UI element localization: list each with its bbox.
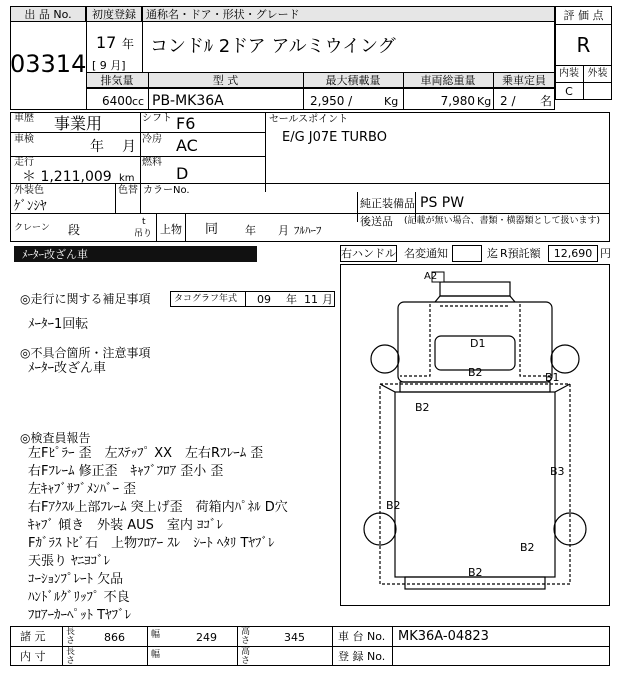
score-label: 評 価 点 (563, 9, 604, 22)
divider (147, 626, 148, 666)
alert-banner-title: ﾒｰﾀｰ改ざん車 (22, 248, 88, 261)
mark-b2-left-lower: B2 (386, 499, 401, 512)
name-change-label: 名変通知 (404, 247, 448, 260)
recycle-label: R預託額 (500, 247, 541, 260)
tachograph-label: タコグラフ年式 (174, 294, 238, 304)
inspection-label: 車検 (14, 134, 34, 145)
reg-month: [ 9 月] (92, 59, 126, 72)
inspector-report-title: ◎検査員報告 (20, 431, 91, 445)
inspection-year: 年 (90, 139, 104, 155)
divider (265, 112, 266, 192)
history-value: 事業用 (54, 114, 103, 133)
divider (555, 24, 612, 25)
fuel-label: 燃料 (142, 157, 162, 168)
mileage-label: 走行 (14, 157, 34, 168)
inspector-line: 左Fﾋﾟﾗｰ 歪 左ｽﾃｯﾌﾟ XX 左右Rﾌﾚｰﾑ 歪 (28, 446, 264, 461)
chassis-value: MK36A-04823 (398, 629, 489, 644)
divider (115, 183, 116, 213)
body-outline (380, 384, 570, 584)
interior-label: 内装 (559, 68, 579, 79)
model-label: 型 式 (212, 74, 239, 87)
reg-year: 17 (96, 33, 117, 52)
divider (237, 626, 238, 666)
interior-dims-label: 内 寸 (20, 650, 46, 663)
driving-notes-text: ﾒｰﾀｰ1回転 (28, 317, 89, 332)
cab-roof (435, 296, 515, 302)
dims-label: 諸 元 (20, 630, 46, 643)
divider (86, 88, 555, 89)
color-label: 外装色 (14, 185, 44, 196)
fuel-value: D (176, 164, 189, 183)
inspector-line: 天張り ﾔﾆﾖｺﾞﾚ (28, 554, 111, 569)
inspection-month: 月 (122, 139, 136, 155)
upper-year: 年 (245, 224, 256, 237)
upper-month: 月 (278, 224, 289, 237)
interior-width-label: 幅 (151, 650, 161, 660)
divider (10, 156, 265, 157)
divider (555, 82, 612, 83)
mark-d1: D1 (470, 337, 486, 350)
mark-b3: B3 (550, 465, 565, 478)
mileage-value: ＊ 1,211,009 (22, 169, 112, 185)
mark-b2-rear: B2 (468, 566, 483, 579)
divider (10, 213, 357, 214)
max-load-value: 2,950 / (310, 94, 353, 108)
inspector-line: ｺｰｼｮﾝﾌﾟﾚｰﾄ 欠品 (28, 572, 124, 587)
divider (185, 213, 186, 242)
sales-point-label: セールスポイント (269, 114, 349, 125)
model-value: PB-MK36A (152, 93, 224, 109)
name-change-box (452, 245, 482, 262)
capacity-unit: 名 (540, 94, 553, 108)
recycle-mark: 迄 (487, 247, 498, 260)
lot-label: 出 品 No. (24, 8, 72, 21)
inspector-line: 右Fｱｸｽﾙ上部ﾌﾚｰﾑ 突上げ歪 荷箱内ﾊﾟﾈﾙ D穴 (28, 500, 288, 515)
body-edge (380, 384, 395, 392)
width-label: 幅 (151, 630, 161, 640)
mark-b2-right-lower: B2 (520, 541, 535, 554)
inspector-line: ﾌﾛｱｰｶｰﾍﾟｯﾄ Tﾔﾌﾞﾚ (28, 608, 132, 623)
cab-left-door (400, 304, 430, 376)
divider (357, 192, 358, 222)
body-edge (555, 384, 570, 392)
truck-outline-diagram (340, 264, 610, 606)
inspector-line: 左ｷｬﾌﾞｻﾌﾞﾒﾝﾊﾞｰ 歪 (28, 482, 137, 497)
max-load-label: 最大積載量 (325, 74, 381, 87)
gross-weight-value: 7,980 (440, 94, 475, 108)
inspector-line: 右Fﾌﾚｰﾑ 修正歪 ｷｬﾌﾞﾌﾛｱ 歪小 歪 (28, 464, 224, 479)
inspector-line: ﾊﾝﾄﾞﾙｸﾞﾘｯﾌﾟ 不良 (28, 590, 130, 605)
first-reg-label: 初度登録 (92, 8, 136, 21)
height-label: 高さ (241, 627, 251, 646)
sales-point-text: E/G J07E TURBO (282, 130, 387, 145)
divider (10, 646, 610, 647)
mark-a2: A2 (424, 271, 438, 282)
displacement-value: 6400 (102, 94, 133, 108)
history-label: 車歴 (14, 113, 34, 124)
defect-notes-title: ◎不具合箇所・注意事項 (20, 346, 151, 360)
upper-same: 同 (205, 222, 219, 237)
max-load-unit: Kg (384, 95, 399, 108)
tachograph-month-unit: 月 (322, 293, 333, 306)
front-right-wheel (551, 345, 579, 373)
shift-value: F6 (176, 114, 196, 133)
length-value: 866 (104, 631, 125, 644)
mark-b2-front: B2 (468, 366, 483, 379)
ac-value: AC (176, 136, 198, 155)
mark-b1: B1 (545, 371, 560, 384)
car-name: コンドﾙ 2ドア アルミウイング (150, 36, 396, 57)
equipment-value: PS PW (420, 195, 465, 211)
interior-length-label: 長さ (66, 647, 76, 666)
upper-label: 上物 (160, 223, 182, 236)
tachograph-year-unit: 年 (286, 293, 297, 306)
interior-height-label: 高さ (241, 647, 251, 666)
crane-stage: 段 (68, 223, 81, 237)
divider (332, 626, 333, 666)
recycle-unit: 円 (600, 247, 611, 260)
divider (140, 183, 141, 213)
registration-label: 登 録 No. (338, 650, 386, 663)
car-name-label: 通称名・ドア・形状・グレード (146, 8, 300, 21)
capacity-value: 2 / (500, 94, 516, 108)
recycle-amount: 12,690 (553, 247, 593, 260)
cab-right-door (520, 304, 550, 376)
displacement-label: 排気量 (100, 74, 134, 87)
chassis-label: 車 台 No. (338, 630, 386, 643)
upper-type: ﾌﾙﾊｰﾌ (294, 224, 322, 237)
color-change-label: 色替 (118, 185, 138, 196)
displacement-unit: cc (132, 95, 145, 108)
score-value: R (576, 33, 591, 57)
divider (62, 626, 63, 666)
crane-t: t (142, 217, 146, 227)
reg-year-unit: 年 (122, 37, 135, 51)
capacity-label: 乗車定員 (502, 74, 546, 87)
color-no-label: カラーNo. (143, 185, 190, 196)
divider (245, 291, 246, 307)
crane-hang: 吊り (134, 229, 153, 239)
exterior-score: C (565, 85, 573, 98)
mark-b2-left-upper: B2 (415, 401, 430, 414)
width-value: 249 (196, 631, 217, 644)
documents-note: (記載が無い場合、書類・横器類として扱います) (404, 216, 601, 226)
divider (142, 22, 143, 72)
lot-number: 03314 (10, 50, 87, 78)
driving-notes-title: ◎走行に関する補足事項 (20, 292, 151, 306)
divider (392, 626, 393, 666)
right-handle-label: 右ハンドル (341, 247, 396, 260)
height-value: 345 (284, 631, 305, 644)
front-left-wheel (371, 345, 399, 373)
mileage-unit: km (119, 173, 135, 184)
color-value: ｹﾞﾝｼﾔ (14, 199, 47, 214)
gross-weight-unit: Kg (477, 95, 492, 108)
gross-weight-label: 車両総重量 (420, 74, 476, 87)
tachograph-year: 09 (257, 293, 271, 306)
divider (156, 213, 157, 242)
exterior-label: 外装 (587, 68, 608, 79)
mirror-bar (440, 282, 510, 296)
divider (10, 132, 265, 133)
divider (357, 213, 610, 214)
documents-label: 後送品 (360, 215, 393, 228)
defect-notes-text: ﾒｰﾀｰ改ざん車 (28, 361, 107, 376)
inspector-line: Fｶﾞﾗｽ ﾄﾋﾞ石 上物ﾌﾛｱｰ ｽﾚ ｼｰﾄ ﾍﾀﾘ Tﾔﾌﾞﾚ (28, 536, 275, 551)
shift-label: シフト (142, 113, 172, 124)
length-label: 長さ (66, 627, 76, 646)
equipment-label: 純正装備品 (360, 197, 415, 210)
tachograph-month: 11 (304, 293, 318, 306)
crane-label: クレーン (14, 223, 50, 233)
inspector-line: ｷｬﾌﾞ 傾き 外装 AUS 室内 ﾖｺﾞﾚ (28, 518, 224, 533)
divider (140, 112, 141, 192)
ac-label: 冷房 (142, 134, 162, 145)
